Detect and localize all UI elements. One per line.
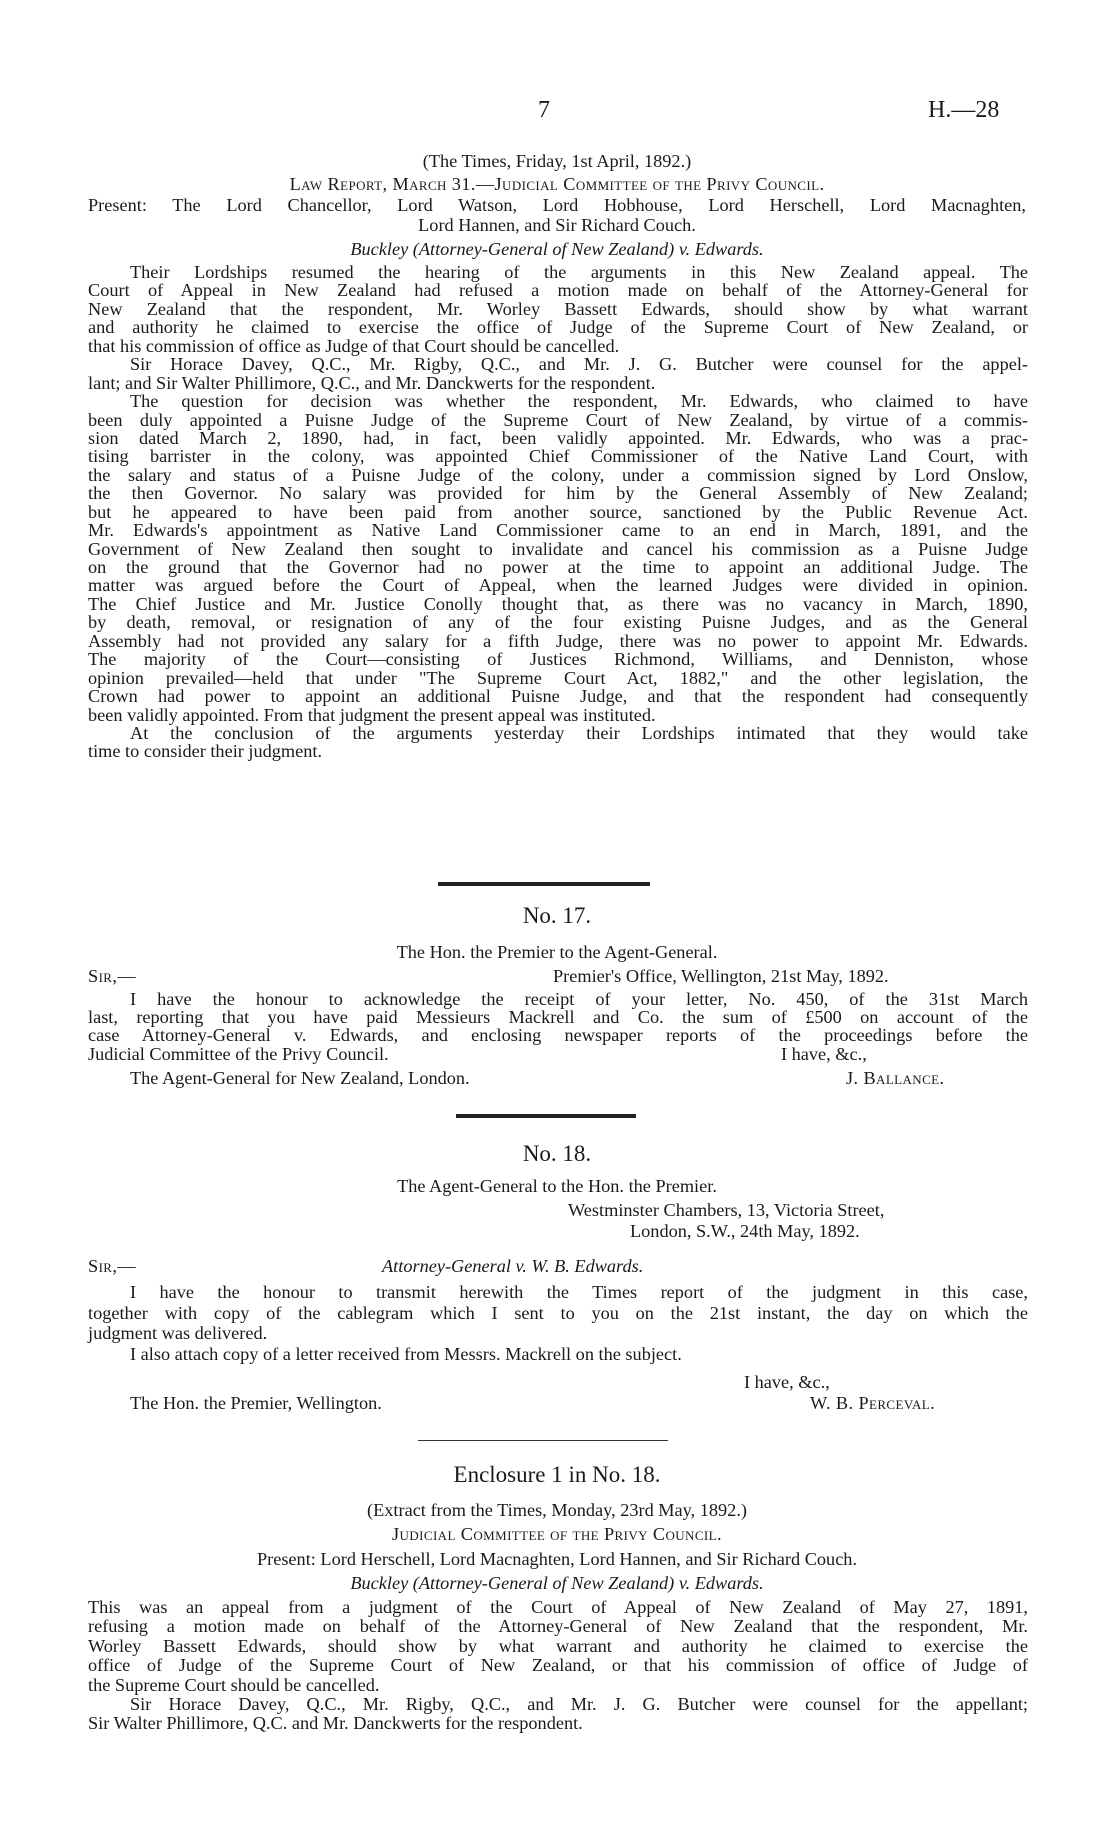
report-line: Crown had power to appoint an additional Puisne Judge, and that the respondent had consequently [88, 686, 1028, 707]
report-line: been validly appointed. From that judgment the present appeal was instituted. [88, 704, 656, 725]
report-line: by death, removal, or resignation of any of the four existing Puisne Judges, and as the General [88, 612, 1028, 633]
report-present-line-1: Present: The Lord Chancellor, Lord Watson, Lord Hobhouse, Lord Herschell, Lord Macnaghten, [88, 195, 1026, 215]
report-line: Mr. Edwards's appointment as Native Land Commissioner came to an end in March, 1891, and the [88, 520, 1028, 541]
letter-17-address: Premier's Office, Wellington, 21st May, 1892. [553, 966, 889, 986]
report-line: the salary and status of a Puisne Judge of the colony, under a commission signed by Lord Onslow, [88, 464, 1028, 485]
document-reference: H.—28 [928, 97, 1000, 123]
letter-17-salutation: Sir,— [88, 966, 137, 986]
letter-18-line: judgment was delivered. [88, 1323, 268, 1343]
report-line: lant; and Sir Walter Phillimore, Q.C., and Mr. Danckwerts for the respondent. [88, 372, 656, 393]
section-divider [456, 1114, 636, 1118]
letter-18-signature: W. B. Perceval. [810, 1393, 936, 1413]
letter-17-line: last, reporting that you have paid Messieurs Mackrell and Co. the sum of £500 on account of the [88, 1007, 1028, 1028]
letter-18-line: together with copy of the cablegram which I sent to you on the 21st instant, the day on which the [88, 1302, 1028, 1323]
letter-18-number: No. 18. [522, 1141, 592, 1166]
report-line: and authority he claimed to exercise the office of Judge of the Supreme Court of New Zealand, or [88, 317, 1028, 338]
section-divider [418, 1440, 668, 1441]
report-line: opinion prevailed—held that under "The Supreme Court Act, 1882," and the other legislation, the [88, 667, 1028, 688]
report-line: been duly appointed a Puisne Judge of the Supreme Court of New Zealand, by virtue of a commis- [88, 409, 1028, 430]
page-number: 7 [538, 97, 550, 123]
letter-18-line: I also attach copy of a letter received from Messrs. Mackrell on the subject. [130, 1343, 682, 1364]
letter-18-address-1: Westminster Chambers, 13, Victoria Street, [568, 1200, 885, 1220]
report-line: At the conclusion of the arguments yesterday their Lordships intimated that they would take [130, 722, 1028, 743]
letter-17-last-line: Judicial Committee of the Privy Council. [88, 1044, 389, 1064]
report-line: but he appeared to have been paid from another source, sanctioned by the Public Revenue Act. [88, 501, 1028, 522]
report-line: matter was argued before the Court of Appeal, when the learned Judges were divided in opinion. [88, 575, 1028, 596]
report-heading: Law Report, March 31.—Judicial Committee of the Privy Council. [289, 174, 825, 194]
report-line: Court of Appeal in New Zealand had refused a motion made on behalf of the Attorney-General for [88, 280, 1028, 301]
enclosure-line: the Supreme Court should be cancelled. [88, 1674, 380, 1695]
letter-18-addressee: The Hon. the Premier, Wellington. [130, 1393, 382, 1413]
letter-18-subtitle: The Agent-General to the Hon. the Premier. [397, 1176, 717, 1196]
enclosure-source: (Extract from the Times, Monday, 23rd May, 1892.) [367, 1500, 747, 1520]
letter-17-addressee: The Agent-General for New Zealand, London. [130, 1068, 470, 1088]
enclosure-title: Enclosure 1 in No. 18. [453, 1462, 661, 1487]
enclosure-line: Worley Bassett Edwards, should show by what warrant and authority he claimed to exercise the [88, 1635, 1028, 1656]
letter-18-body [88, 1282, 1028, 1364]
report-line: Sir Horace Davey, Q.C., Mr. Rigby, Q.C., and Mr. J. G. Butcher were counsel for the appel- [130, 354, 1028, 375]
enclosure-line: Sir Walter Phillimore, Q.C. and Mr. Danckwerts for the respondent. [88, 1713, 583, 1734]
section-divider [438, 882, 650, 886]
enclosure-body [88, 1598, 1028, 1734]
report-source: (The Times, Friday, 1st April, 1892.) [422, 151, 692, 171]
letter-18-reference: Attorney-General v. W. B. Edwards. [382, 1256, 644, 1276]
report-line: The majority of the Court—consisting of Justices Richmond, Williams, and Denniston, whose [88, 649, 1028, 670]
letter-17-signature: J. Ballance. [846, 1068, 945, 1088]
report-line: tising barrister in the colony, was appointed Chief Commissioner of the Native Land Court, with [88, 446, 1028, 467]
letter-18-closing: I have, &c., [744, 1372, 830, 1392]
enclosure-line: office of Judge of the Supreme Court of New Zealand, or that his commission of office of Judge of [88, 1655, 1028, 1676]
report-line: sion dated March 2, 1890, had, in fact, been validly appointed. Mr. Edwards, who was a prac- [88, 427, 1028, 448]
letter-17-subtitle: The Hon. the Premier to the Agent-General. [396, 942, 718, 962]
report-case-title: Buckley (Attorney-General of New Zealand) v. Edwards. [350, 239, 764, 259]
enclosure-heading: Judicial Committee of the Privy Council. [392, 1524, 722, 1544]
enclosure-case-title: Buckley (Attorney-General of New Zealand) v. Edwards. [350, 1573, 764, 1593]
report-line: The question for decision was whether the respondent, Mr. Edwards, who claimed to have [130, 391, 1028, 412]
enclosure-line: Sir Horace Davey, Q.C., Mr. Rigby, Q.C., and Mr. J. G. Butcher were counsel for the appellant; [130, 1693, 1028, 1714]
letter-17-body [88, 990, 1028, 1045]
report-line: that his commission of office as Judge of that Court should be cancelled. [88, 335, 620, 356]
letter-17-closing: I have, &c., [781, 1044, 867, 1064]
letter-17-number: No. 17. [522, 903, 592, 928]
enclosure-line: This was an appeal from a judgment of the Court of Appeal of New Zealand of May 27, 1891, [88, 1597, 1028, 1617]
report-present-line-2: Lord Hannen, and Sir Richard Couch. [418, 215, 696, 235]
enclosure-line: refusing a motion made on behalf of the Attorney-General of New Zealand that the respondent, Mr. [88, 1616, 1028, 1637]
letter-18-salutation: Sir,— [88, 1256, 137, 1276]
report-line: on the ground that the Governor had no power at the time to appoint an additional Judge. The [88, 557, 1028, 577]
letter-17-line: case Attorney-General v. Edwards, and enclosing newspaper reports of the proceedings before the [88, 1025, 1028, 1046]
report-line: the then Governor. No salary was provided for him by the General Assembly of New Zealand; [88, 483, 1028, 504]
enclosure-present: Present: Lord Herschell, Lord Macnaghten, Lord Hannen, and Sir Richard Couch. [256, 1549, 858, 1569]
report-line: Government of New Zealand then sought to invalidate and cancel his commission as a Puisne Judge [88, 538, 1028, 559]
letter-18-line: I have the honour to transmit herewith the Times report of the judgment in this case, [130, 1282, 1028, 1302]
report-line: The Chief Justice and Mr. Justice Conolly thought that, as there was no vacancy in March, 1890, [88, 593, 1028, 614]
report-line: Assembly had not provided any salary for a fifth Judge, there was no power to appoint Mr. Edwards. [88, 630, 1028, 651]
report-line: Their Lordships resumed the hearing of the arguments in this New Zealand appeal. The [130, 262, 1028, 282]
letter-18-address-2: London, S.W., 24th May, 1892. [630, 1221, 860, 1241]
report-line: New Zealand that the respondent, Mr. Worley Bassett Edwards, should show by what warrant [88, 298, 1028, 319]
report-body [88, 263, 1028, 761]
report-line: time to consider their judgment. [88, 741, 323, 762]
letter-17-line: I have the honour to acknowledge the receipt of your letter, No. 450, of the 31st March [130, 989, 1028, 1009]
